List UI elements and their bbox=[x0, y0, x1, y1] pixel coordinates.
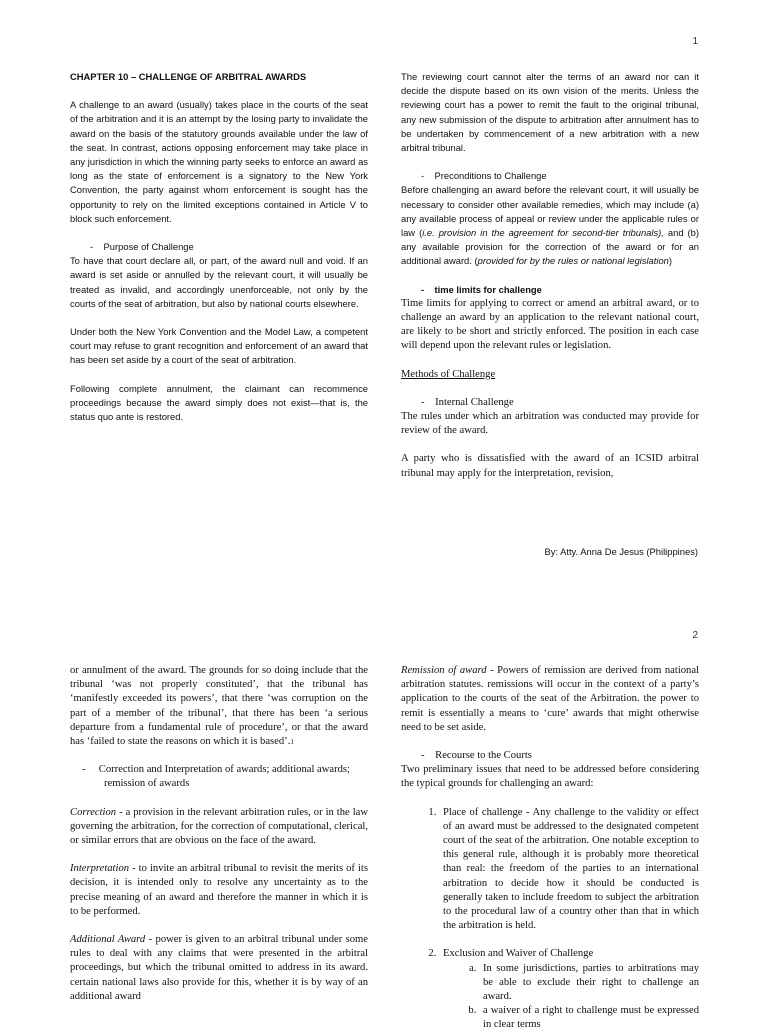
remission-paragraph: Remission of award - Powers of remission are derived from national arbitration statutes. remissions will occur in the context of a party’s application to the courts of the seat of the Arbitration. the power to remit is essentially a means to ‘cure’ awards that might otherwise need to be set aside. bbox=[401, 665, 700, 733]
purpose-heading: - Purpose of Challenge bbox=[90, 241, 194, 253]
correction-paragraph: Correction - a provision in the relevant arbitration rules, or in the law governing the arbitration, for the correction of computational, clerical, or similar errors that are obvious on the face of the award. bbox=[70, 806, 368, 847]
interpretation-paragraph: Interpretation - to invite an arbitral tribunal to revisit the merits of its decision, it is intended only to resolve any uncertainty as to the precise meaning of an award and therefore the manner in which it is to be performed. bbox=[70, 863, 368, 917]
sub-list-item: a. In some jurisdictions, parties to arbitrations may be able to exclude their right to challenge an award. bbox=[479, 962, 699, 1005]
document-page-2 bbox=[0, 616, 768, 1031]
left-column bbox=[70, 664, 368, 1004]
preliminary-issues-list bbox=[401, 806, 699, 1033]
ny-convention-paragraph: Under both the New York Convention and the Model Law, a competent court may refuse to grant recognition and enforcement of an award that has been set aside by a court of the seat of arbitration. bbox=[70, 326, 368, 366]
chapter-title: CHAPTER 10 – CHALLENGE OF ARBITRAL AWARDS bbox=[70, 71, 307, 82]
purpose-paragraph: To have that court declare all, or part, of the award null and void. If an award is set aside or annulled by the relevant court, it will usually be treated as invalid, and accordingly unenforceable, not only by the courts of the seat of arbitration, but also by national courts elsewhere. bbox=[70, 255, 368, 309]
left-column bbox=[70, 70, 368, 424]
correction-heading: - Correction and Interpretation of awards; additional awards; remission of awards bbox=[82, 764, 351, 790]
waiver-sub-list bbox=[443, 962, 699, 1033]
time-limits-paragraph: Time limits for applying to correct or amend an arbitral award, or to challenge an award by an application to the relevant national court, are likely to be short and strictly enforced. The position in each case will depend upon the relevant rules or legislation. bbox=[401, 297, 699, 352]
annulment-paragraph: Following complete annulment, the claimant can recommence proceedings because the award simply does not exist—that is, the status quo ante is restored. bbox=[70, 382, 368, 423]
bullet-dash: - bbox=[421, 750, 436, 762]
bullet-dash: - bbox=[421, 170, 435, 182]
bullet-dash: - bbox=[82, 764, 99, 776]
intro-paragraph: A challenge to an award (usually) takes place in the courts of the seat of the arbitration and it is an attempt by the losing party to invalidate the award on the basis of the statutory grounds available under the law of the seat. In contrast, actions opposing enforcement may take place in any jurisdiction in which the winning party seeks to enforce an award as long as the state of enforcement is a signatory to the New York Convention, the party against whom enforcement is sought has the opportunity to rely on the limited exceptions contained in Article V to block such enforcement. bbox=[70, 99, 368, 224]
internal-challenge-heading: - Internal Challenge bbox=[421, 396, 514, 408]
additional-award-paragraph: Additional Award - power is given to an arbitral tribunal under some rules to deal with any claims that were presented in the arbitral proceedings, but which the tribunal omitted to address in its award. certain national laws also provide for this, whether it is by way of an additional award bbox=[70, 934, 368, 1002]
recourse-paragraph: Two preliminary issues that need to be addressed before considering the typical grounds for challenging an award: bbox=[401, 764, 699, 790]
recourse-heading: - Recourse to the Courts bbox=[421, 750, 532, 762]
author-byline: By: Atty. Anna De Jesus (Philippines) bbox=[544, 546, 698, 557]
annulment-grounds-paragraph: or annulment of the award. The grounds for so doing include that the tribunal ‘was not properly constituted’, that the tribunal has ‘manifestly exceeded its powers’, that there ‘was corruption on the part of a member of the tribunal’, that there has been ‘a serious departure from a fundamental rule of procedure’, or that the award has ‘failed to state the reasons on which it is based’.$^1$ bbox=[70, 665, 368, 748]
page-number: 1 bbox=[692, 36, 698, 47]
reviewing-court-paragraph: The reviewing court cannot alter the terms of an award nor can it decide the dispute based on its own vision of the merits. Unless the reviewing court has a power to remit the fault to the original tribunal, any new submission of the dispute to arbitration after annulment has to be undertaken by commencement of a new arbitration with a new arbitral tribunal. bbox=[401, 71, 699, 154]
bullet-dash: - bbox=[421, 396, 436, 408]
page-number: 2 bbox=[692, 630, 698, 641]
time-limits-heading: - time limits for challenge bbox=[421, 283, 542, 295]
list-item: 2. Exclusion and Waiver of Challenge a. In some jurisdictions, parties to arbitrations may be able to exclude their right to challenge an award. b. a waiver of a right to challenge must be expressed in clear terms bbox=[439, 947, 699, 1032]
bullet-dash: - bbox=[421, 283, 435, 295]
preconditions-paragraph: Before challenging an award before the relevant court, it will usually be necessary to consider other available remedies, which may include (a) any available process of appeal or review under the applicable rules or law (i.e. provision in the agreement for second-tier tribunals), and (b) any available provision for the correction of the award or for an additional award. (provided for by the rules or national legislation) bbox=[401, 184, 699, 267]
sub-list-item: b. a waiver of a right to challenge must be expressed in clear terms bbox=[479, 1004, 699, 1032]
internal-challenge-paragraph: The rules under which an arbitration was conducted may provide for review of the award. bbox=[401, 411, 699, 437]
bullet-dash: - bbox=[90, 241, 104, 253]
page-separator bbox=[0, 596, 768, 616]
icsid-paragraph: A party who is dissatisfied with the award of an ICSID arbitral tribunal may apply for the interpretation, revision, bbox=[401, 453, 699, 479]
methods-heading: Methods of Challenge bbox=[401, 368, 496, 380]
right-column bbox=[401, 70, 699, 481]
list-item: 1. Place of challenge - Any challenge to the validity or effect of an award must be addressed to the designated competent court of the seat of the arbitration. One notable exception to this general rule, although it is probably more theoretical than real: the freedom of the parties to an international arbitration to decide how it should be conducted is generally taken to include freedom to subject the arbitration to the procedural law of a country other than that in which the arbitration is held. bbox=[439, 806, 699, 934]
preconditions-heading: - Preconditions to Challenge bbox=[421, 170, 547, 182]
footnote-ref[interactable]: 1 bbox=[290, 738, 294, 747]
right-column bbox=[401, 664, 699, 1033]
